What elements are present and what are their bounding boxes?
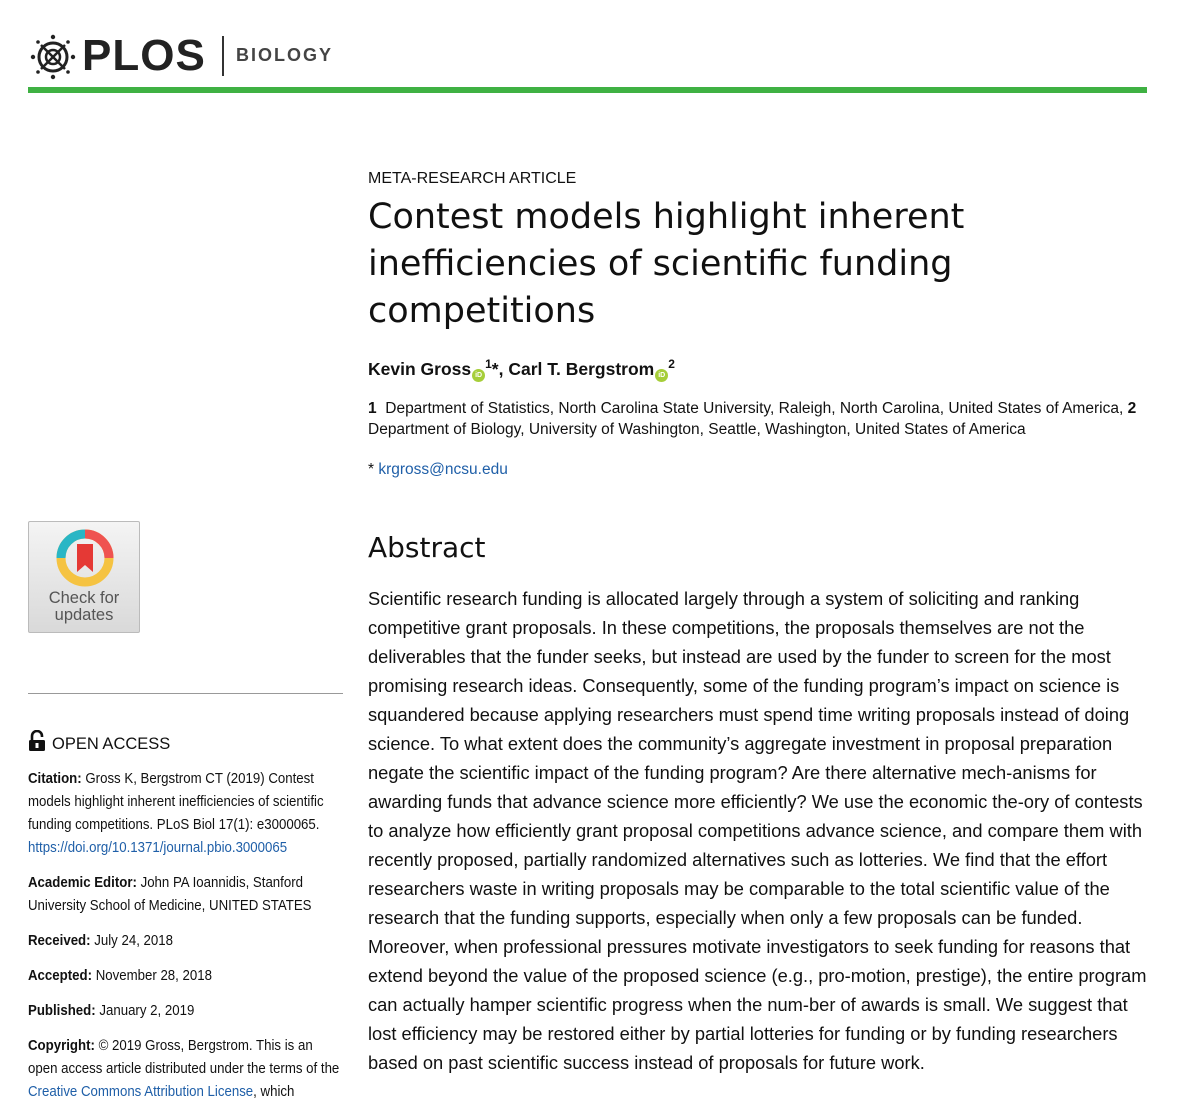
check-for-updates-button[interactable] <box>28 521 140 633</box>
header-rule <box>28 87 1147 93</box>
editor-label: Academic Editor: <box>28 875 137 891</box>
affil-number: 1 <box>368 400 377 417</box>
accepted-label: Accepted: <box>28 968 93 984</box>
citation-text: Gross K, Bergstrom CT (2019) Contest models highlight inherent inefficiencies of scientific funding competitions. PLoS Biol 17(1): e3000065. <box>28 771 324 833</box>
corresponding-mark: * <box>491 359 499 379</box>
copyright-label: Copyright: <box>28 1038 95 1054</box>
plos-logo-text: PLOS <box>82 31 206 80</box>
license-link[interactable]: Creative Commons Attribution License <box>28 1084 254 1100</box>
doi-link[interactable]: https://doi.org/10.1371/journal.pbio.3000065 <box>28 840 288 856</box>
affil-number: 2 <box>1127 400 1137 417</box>
affiliations <box>368 398 1148 440</box>
orcid-icon[interactable]: iD <box>472 369 485 382</box>
journal-header <box>28 28 1148 88</box>
abstract-heading: Abstract <box>368 531 486 564</box>
author-affil-sup: 2 <box>668 357 675 372</box>
journal-name: BIOLOGY <box>236 45 334 65</box>
open-lock-icon <box>28 730 46 752</box>
published-label: Published: <box>28 1003 96 1019</box>
orcid-icon[interactable]: iD <box>655 369 668 382</box>
affil-text: Department of Biology, University of Washington, Seattle, Washington, United States of America <box>368 421 1026 438</box>
published-date: January 2, 2019 <box>99 1003 195 1019</box>
open-access-label: OPEN ACCESS <box>52 735 171 753</box>
copyright-text-end: , which <box>253 1084 295 1100</box>
accepted-date: November 28, 2018 <box>95 968 212 984</box>
check-updates-line2: updates <box>54 606 114 624</box>
citation-label: Citation: <box>28 771 82 787</box>
open-access-badge <box>28 730 170 757</box>
editor-text: John PA Ioannidis, Stanford University School of Medicine, UNITED STATES <box>28 875 312 914</box>
sidebar-divider <box>28 693 343 694</box>
logo-divider <box>222 36 224 76</box>
article-title: Contest models highlight inherent inefficiencies of scientific funding competitions <box>368 197 965 331</box>
check-updates-line1: Check for <box>48 589 120 607</box>
accepted-block <box>28 965 345 988</box>
citation-block <box>28 768 345 860</box>
abstract-text: Scientific research funding is allocated largely through a system of soliciting and ranking competitive grant proposals. In these competitions, the proposals themselves are not the deliverables that the funder seeks, but instead are used by the funder to screen for the most promising research ideas. Consequently, some of the funding program’s impact on science is squandered because applying researchers must spend time writing proposals instead of doing science. To what extent does the community’s aggregate investment in proposal preparation negate the scientific impact of the funding program? Are there alternative mech-anisms for awarding funds that advance science more efficiently? We use the economic the-ory of contests to analyze how efficiently grant proposal competitions advance science, and compare them with recently proposed, partially randomized alternatives such as lotteries. We find that the effort researchers waste in writing proposals may be comparable to the total scientific value of the research that the funding supports, especially when only a few proposals can be funded. Moreover, when professional pressures motivate investigators to seek funding for reasons that extend beyond the value of the proposed science (e.g., pro-motion, prestige), the entire program can actually hamper scientific progress when the num-ber of awards is small. We suggest that lost efficiency may be restored either by partial lotteries for funding or by funding researchers based on past scientific success instead of proposals for future work. <box>368 588 1147 1073</box>
correspondence <box>368 460 508 480</box>
correspondence-mark: * <box>368 461 375 478</box>
author-affil-sup: 1 <box>485 357 492 372</box>
received-date: July 24, 2018 <box>94 933 174 949</box>
check-updates-icon <box>55 528 115 588</box>
editor-block <box>28 872 345 918</box>
author-list <box>368 356 675 382</box>
check-updates-label <box>29 590 139 624</box>
author-name[interactable]: Carl T. Bergstrom <box>508 359 655 379</box>
author-separator: , <box>498 359 509 379</box>
affil-text: Department of Statistics, North Carolina State University, Raleigh, North Carolina, United States of America, <box>385 400 1124 417</box>
author-name[interactable]: Kevin Gross <box>368 359 472 379</box>
email-link[interactable]: krgross@ncsu.edu <box>378 461 508 478</box>
received-block <box>28 930 345 953</box>
plos-logo-icon <box>28 32 78 82</box>
article-type: META-RESEARCH ARTICLE <box>368 170 577 187</box>
published-block <box>28 1000 345 1023</box>
received-label: Received: <box>28 933 91 949</box>
copyright-block <box>28 1035 345 1104</box>
copyright-text: © 2019 Gross, Bergstrom. This is an open access article distributed under the terms of the <box>28 1038 340 1077</box>
